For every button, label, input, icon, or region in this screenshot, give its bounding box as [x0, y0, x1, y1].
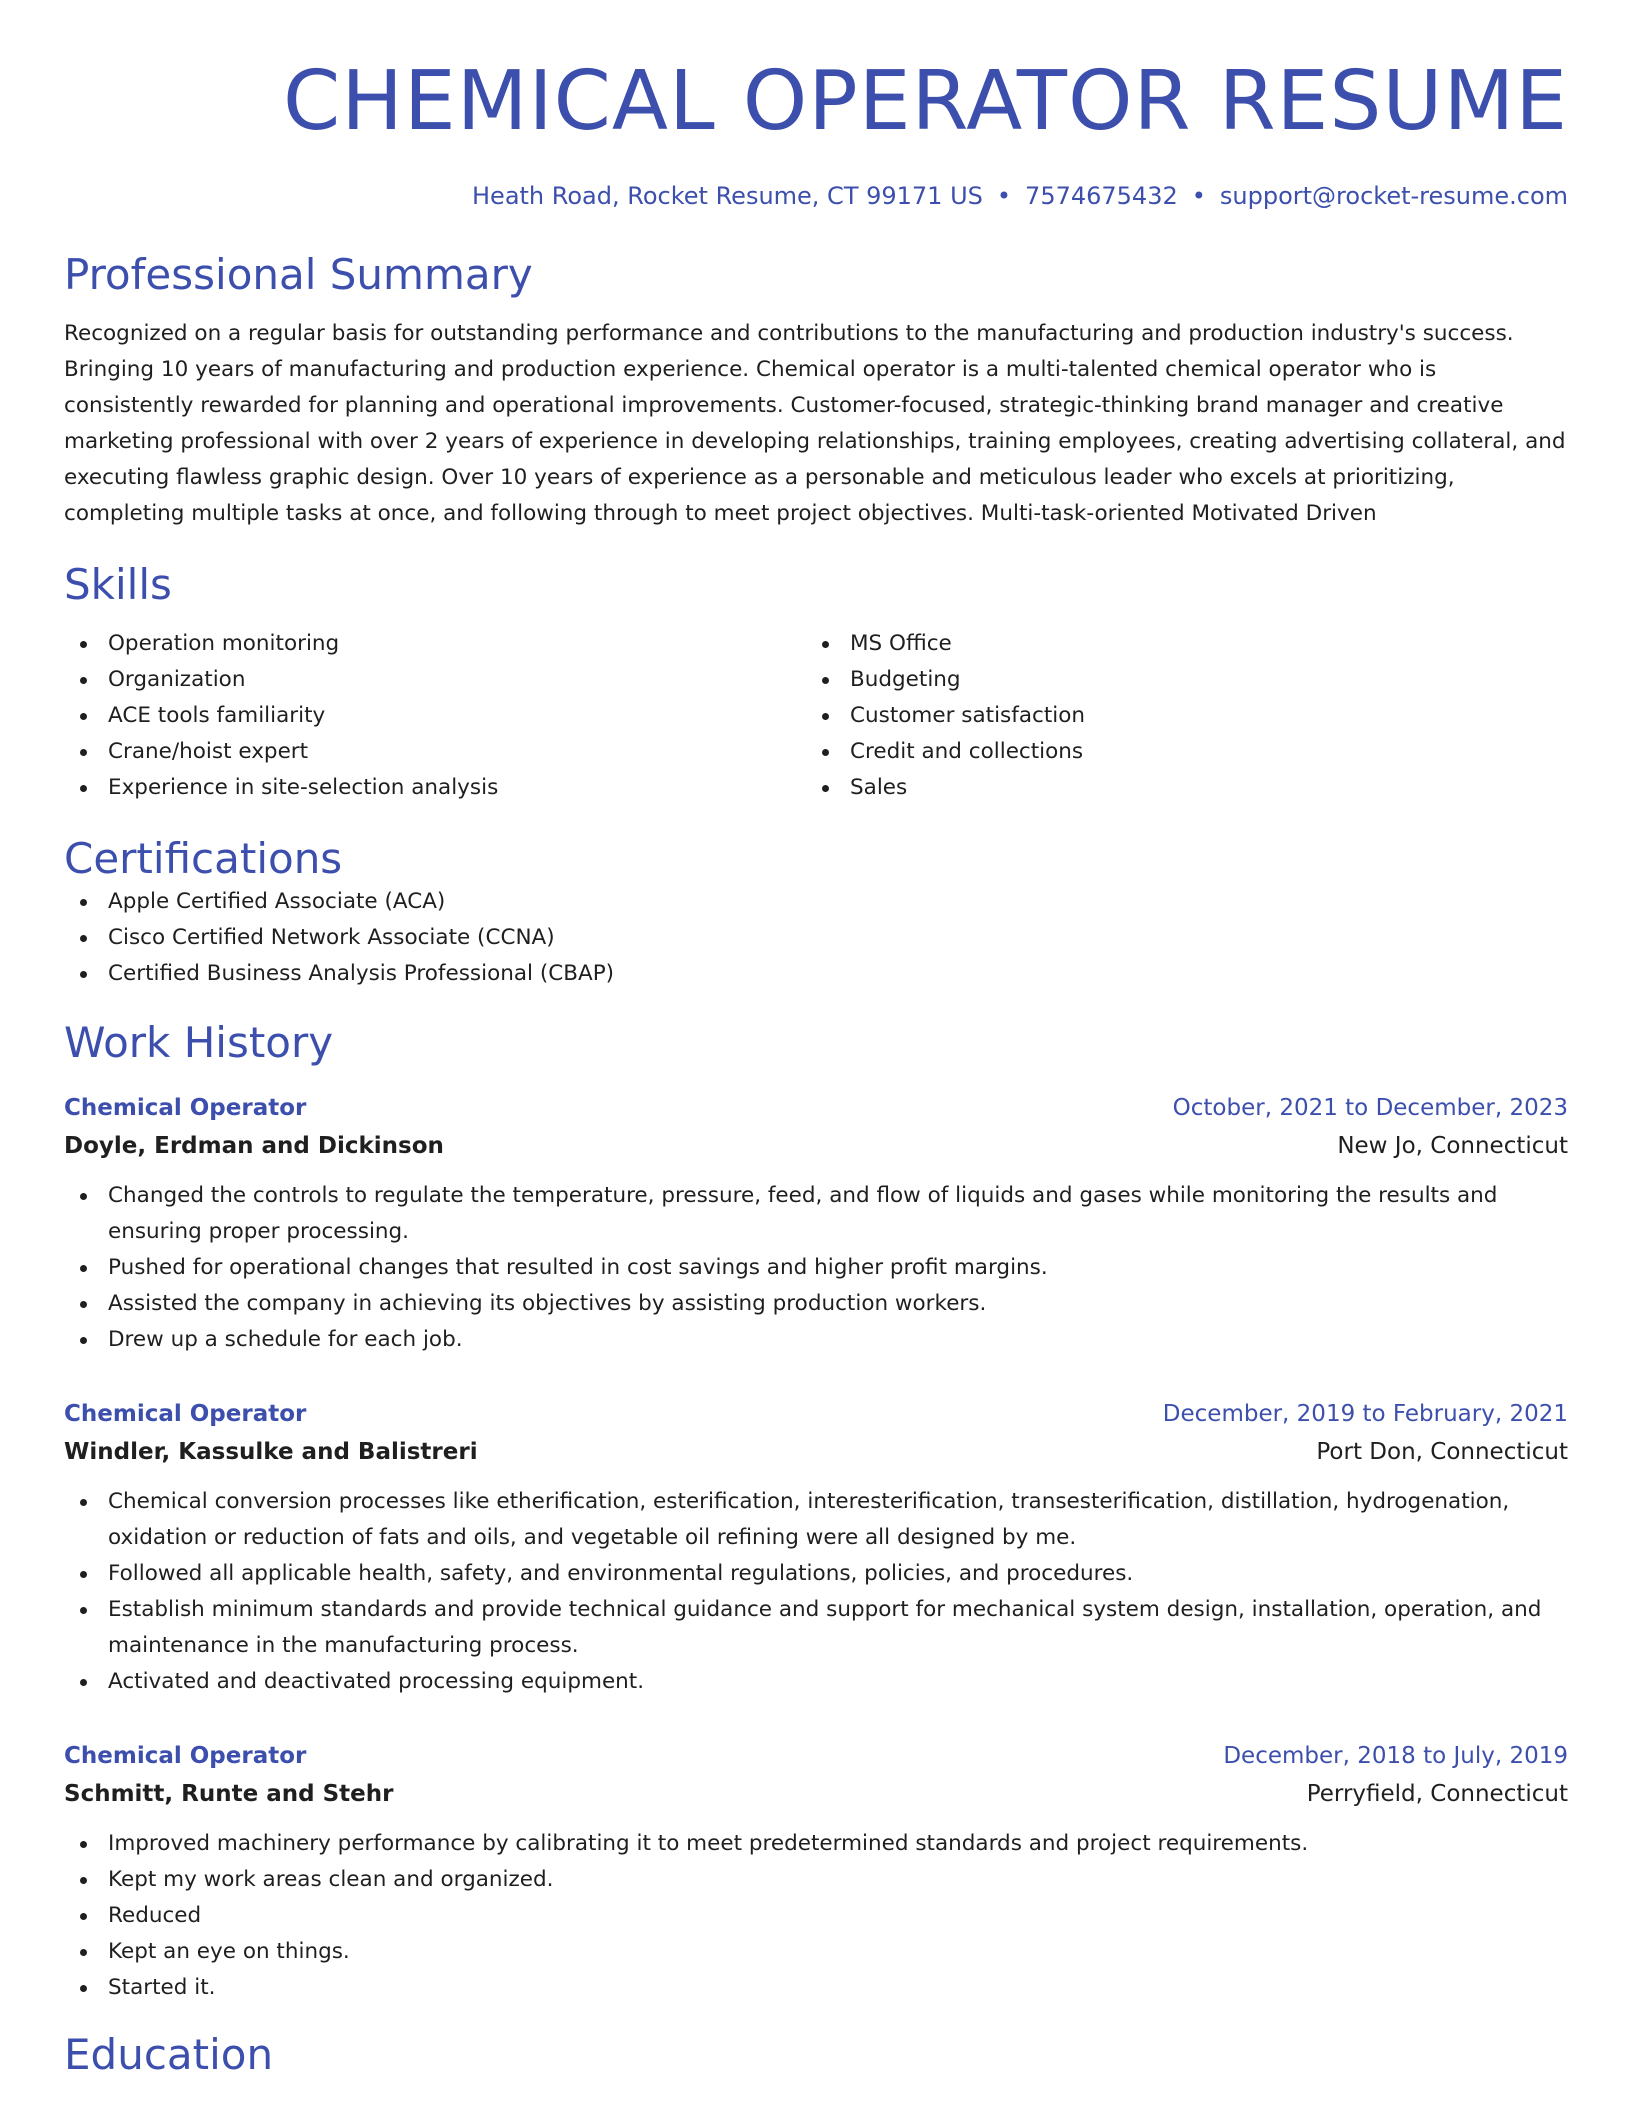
contact-phone: 7574675432 — [1025, 182, 1178, 210]
skill-item: Experience in site-selection analysis — [64, 770, 806, 806]
skills-list-right — [806, 626, 1548, 806]
summary-text: Recognized on a regular basis for outstanding performance and contributions to the manufacturing and production industry's success. Bringing 10 years of manufacturing and production experience. Chemical operator is a multi-talented chemical operator who is consistently rewarded for planning and operational improvements. Customer-focused, strategic-thinking brand manager and creative marketing professional with over 2 years of experience in developing relationships, training employees, creating advertising collateral, and executing flawless graphic design. Over 10 years of experience as a personable and meticulous leader who excels at prioritizing, completing multiple tasks at once, and following through to meet project objectives. Multi-task-oriented Motivated Driven — [64, 321, 1566, 526]
job-entry — [64, 1396, 1568, 1700]
job-location: Port Don, Connecticut — [1316, 1439, 1568, 1465]
resume-title: CHEMICAL OPERATOR RESUME — [282, 54, 1568, 149]
skills-heading: Skills — [64, 560, 172, 609]
job-title-row — [64, 1090, 1568, 1126]
job-duty: Assisted the company in achieving its objectives by assisting production workers. — [64, 1286, 1568, 1322]
contact-address: Heath Road, Rocket Resume, CT 99171 US — [472, 182, 983, 210]
job-duty: Followed all applicable health, safety, and environmental regulations, policies, and procedures. — [64, 1556, 1568, 1592]
job-company-row — [64, 1774, 1568, 1814]
job-dates: October, 2021 to December, 2023 — [1172, 1095, 1568, 1121]
skill-item: Customer satisfaction — [806, 698, 1548, 734]
job-duty: Kept an eye on things. — [64, 1934, 1568, 1970]
certification-item: Cisco Certified Network Associate (CCNA) — [64, 920, 1568, 956]
job-duties-list — [64, 1484, 1568, 1700]
skill-item: MS Office — [806, 626, 1548, 662]
job-company: Windler, Kassulke and Balistreri — [64, 1439, 478, 1465]
summary-heading: Professional Summary — [64, 250, 533, 299]
job-duty: Reduced — [64, 1898, 1568, 1934]
job-dates: December, 2019 to February, 2021 — [1162, 1401, 1568, 1427]
job-duty: Kept my work areas clean and organized. — [64, 1862, 1568, 1898]
job-company-row — [64, 1126, 1568, 1166]
job-duty: Started it. — [64, 1970, 1568, 2006]
certifications-heading: Certifications — [64, 834, 343, 883]
certifications-list — [64, 884, 1568, 992]
job-title-row — [64, 1396, 1568, 1432]
skill-item: Organization — [64, 662, 806, 698]
job-company: Schmitt, Runte and Stehr — [64, 1781, 394, 1807]
education-heading: Education — [64, 2030, 274, 2079]
job-entry — [64, 1738, 1568, 2006]
skill-item: Crane/hoist expert — [64, 734, 806, 770]
job-title-row — [64, 1738, 1568, 1774]
skills-grid — [64, 626, 1568, 806]
job-dates: December, 2018 to July, 2019 — [1223, 1743, 1568, 1769]
job-company: Doyle, Erdman and Dickinson — [64, 1133, 444, 1159]
contact-line — [64, 180, 1568, 212]
contact-separator: • — [996, 182, 1012, 210]
contact-email: support@rocket-resume.com — [1219, 182, 1568, 210]
job-duty: Improved machinery performance by calibrating it to meet predetermined standards and project requirements. — [64, 1826, 1568, 1862]
skill-item: Sales — [806, 770, 1548, 806]
job-title: Chemical Operator — [64, 1401, 307, 1427]
job-company-row — [64, 1432, 1568, 1472]
job-duty: Activated and deactivated processing equipment. — [64, 1664, 1568, 1700]
job-entry — [64, 1090, 1568, 1358]
skill-item: Credit and collections — [806, 734, 1548, 770]
job-duty: Chemical conversion processes like etherification, esterification, interesterification, transesterification, distillation, hydrogenation, oxidation or reduction of fats and oils, and vegetable oil refining were all designed by me. — [64, 1484, 1568, 1556]
certification-item: Apple Certified Associate (ACA) — [64, 884, 1568, 920]
skill-item: ACE tools familiarity — [64, 698, 806, 734]
job-duty: Drew up a schedule for each job. — [64, 1322, 1568, 1358]
job-location: Perryfield, Connecticut — [1306, 1781, 1568, 1807]
work-history-heading: Work History — [64, 1018, 334, 1067]
job-duty: Establish minimum standards and provide technical guidance and support for mechanical system design, installation, operation, and maintenance in the manufacturing process. — [64, 1592, 1568, 1664]
job-duty: Pushed for operational changes that resulted in cost savings and higher profit margins. — [64, 1250, 1568, 1286]
certification-item: Certified Business Analysis Professional (CBAP) — [64, 956, 1568, 992]
resume-header — [64, 0, 1568, 212]
job-title: Chemical Operator — [64, 1743, 307, 1769]
contact-separator: • — [1191, 182, 1206, 210]
job-duties-list — [64, 1178, 1568, 1358]
skill-item: Budgeting — [806, 662, 1548, 698]
skill-item: Operation monitoring — [64, 626, 806, 662]
job-title: Chemical Operator — [64, 1095, 307, 1121]
job-duties-list — [64, 1826, 1568, 2006]
job-location: New Jo, Connecticut — [1337, 1133, 1568, 1159]
skills-list-left — [64, 626, 806, 806]
job-duty: Changed the controls to regulate the temperature, pressure, feed, and flow of liquids and gases while monitoring the results and ensuring proper processing. — [64, 1178, 1568, 1250]
